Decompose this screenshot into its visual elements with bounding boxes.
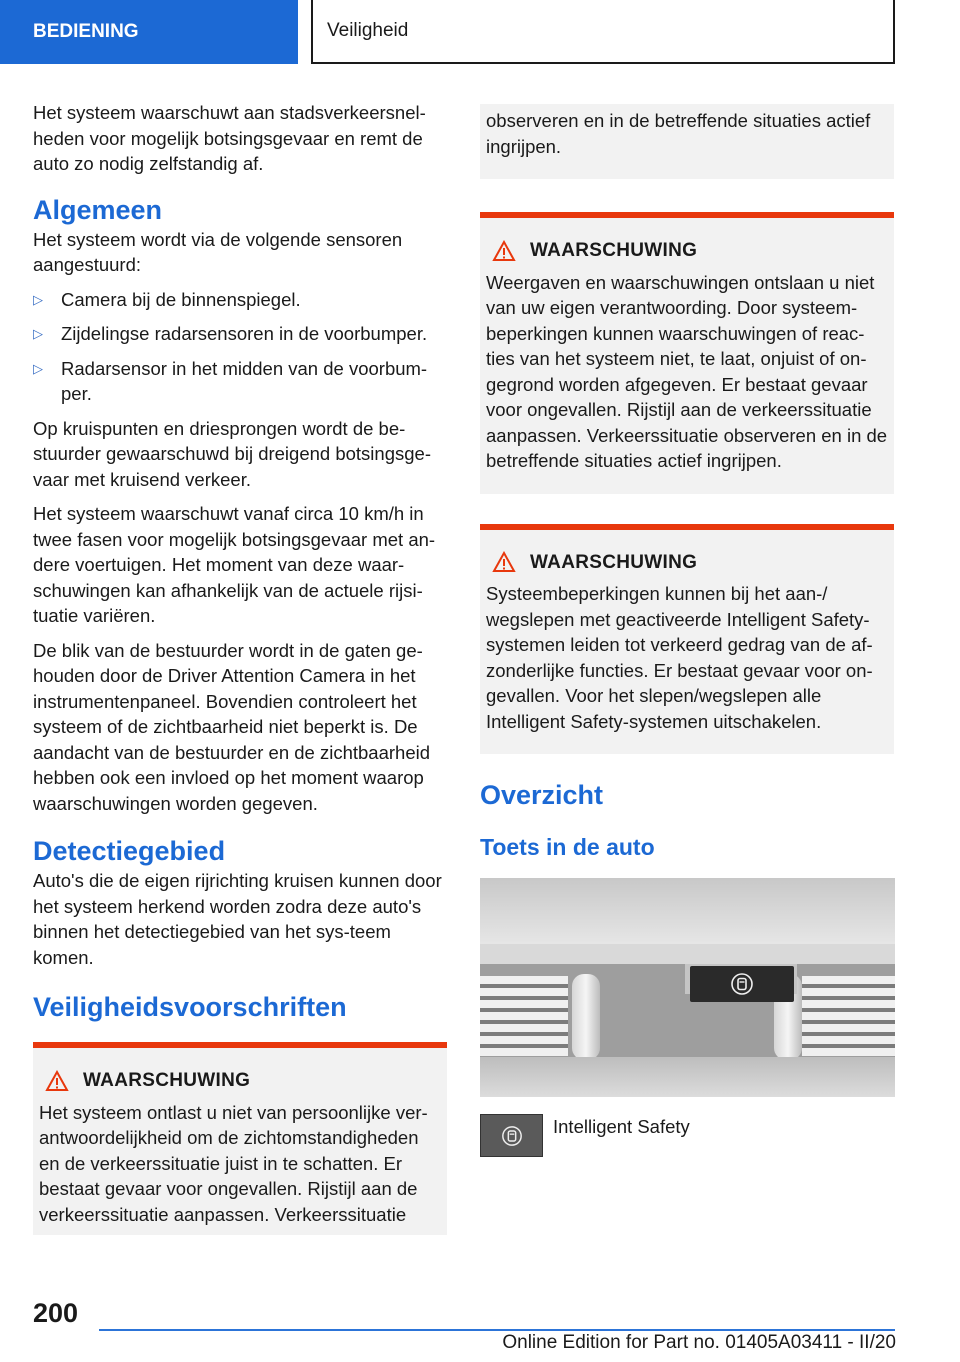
warning-title: WAARSCHUWING xyxy=(530,551,698,573)
footer-edition: Online Edition for Part no. 01405A03411 - II/20 xyxy=(502,1332,896,1353)
warning-title: WAARSCHUWING xyxy=(530,240,698,261)
legend-label: Intelligent Safety xyxy=(553,1116,690,1137)
triangle-bullet-icon: ▷ xyxy=(33,326,43,341)
warning-triangle-icon xyxy=(45,1070,69,1092)
warning-box xyxy=(33,1042,447,1235)
left-column xyxy=(33,100,447,1235)
air-vent xyxy=(480,976,568,1056)
warning-text: Weergaven en waarschuwingen ontslaan u niet van uw eigen verantwoording. Door systeem-beperkingen kunnen waarschuwingen of reac-ties van het systeem niet, te laat, onjuist of on-gegrond worden afgegeven. Er bestaat gevaar voor ongevallen. Rijstijl aan de verkeerssituatie aanpassen. Verkeerssituatie observeren en in de betreffende situaties actief ingrijpen. xyxy=(486,271,888,471)
header-section: BEDIENING xyxy=(0,0,298,64)
warning-box-continued xyxy=(480,104,894,179)
intelligent-safety-button-thumbnail xyxy=(480,1114,543,1157)
warning-title: WAARSCHUWING xyxy=(83,1070,251,1091)
detection-text: Auto's die de eigen rijrichting kruisen kunnen door het systeem herkend worden zodra deze auto's binnen het detectiegebied van het sys-teem komen. xyxy=(33,870,442,968)
vent-knob xyxy=(572,974,600,1060)
intelligent-safety-icon xyxy=(501,1125,523,1147)
paragraph-crossing: Op kruispunten en driesprongen wordt de be-stuurder gewaarschuwd bij dreigend botsingsge-vaar met kruisend verkeer. xyxy=(33,417,431,490)
air-vent xyxy=(802,976,895,1056)
warning-box xyxy=(480,524,894,755)
header-chapter: Veiligheid xyxy=(311,0,895,64)
footer-divider xyxy=(99,1329,895,1331)
warning-text: Systeembeperkingen kunnen bij het aan-/ wegslepen met geactiveerde Intelligent Safety-systemen leiden tot verkeerd gedrag van de af-zonderlijke functies. Er bestaat gevaar voor on-gevallen. Voor het slepen/wegslepen alle Intelligent Safety-systemen uitschakelen. xyxy=(486,583,873,732)
intelligent-safety-icon xyxy=(730,972,754,996)
button-photo xyxy=(480,878,895,1097)
general-text: Het systeem wordt via de volgende sensoren aangestuurd: xyxy=(33,228,403,275)
heading-general: Algemeen xyxy=(33,194,163,225)
list-item: ▷ Camera bij de binnenspiegel. xyxy=(33,287,447,313)
intro-paragraph: Het systeem waarschuwt aan stadsverkeersnel-heden voor mogelijk botsingsgevaar en remt de auto zo nodig zelfstandig af. xyxy=(33,102,426,174)
right-column xyxy=(480,104,894,1157)
warning-triangle-icon xyxy=(492,240,516,262)
page-number: 200 xyxy=(33,1298,79,1328)
warning-text: Het systeem ontlast u niet van persoonlijke ver-antwoordelijkheid om de zichtomstandigheden en de verkeerssituatie juist in te schatten. Er bestaat gevaar voor ongevallen. Rijstijl aan de verkeerssituatie aanpassen. Verkeerssituatie xyxy=(39,1101,428,1225)
heading-overview: Overzicht xyxy=(480,780,604,810)
list-item: ▷ Radarsensor in het midden van de voorbum-per. xyxy=(33,357,428,404)
list-item: ▷ Zijdelingse radarsensoren in de voorbumper. xyxy=(33,321,447,347)
warning-triangle-icon xyxy=(492,551,516,573)
warning-box xyxy=(480,212,894,494)
heading-button: Toets in de auto xyxy=(480,834,655,860)
paragraph-speed: Het systeem waarschuwt vanaf circa 10 km/h in twee fasen voor mogelijk botsingsgevaar met an-dere voertuigen. Het moment van deze waar-schuwingen kan afhankelijk van de actuele rijsi-tuatie variëren. xyxy=(33,503,436,626)
triangle-bullet-icon: ▷ xyxy=(33,291,43,307)
legend-row xyxy=(480,1114,894,1157)
paragraph-attention: De blik van de bestuurder wordt in de gaten ge-houden door de Driver Attention Camera in het instrumentenpaneel. Bovendien controleert het systeem of de zichtbaarheid niet beperkt is. De aandacht van de bestuurder en de zichtbaarheid hebben ook een invloed op het moment waarop waarschuwingen worden gegeven. xyxy=(33,639,431,814)
triangle-bullet-icon: ▷ xyxy=(33,360,43,376)
sensor-list xyxy=(33,287,447,407)
heading-detection: Detectiegebied xyxy=(33,836,226,866)
intelligent-safety-button xyxy=(690,966,794,1002)
warning-text-continued: observeren en in de betreffende situaties actief ingrijpen. xyxy=(486,110,871,157)
heading-safety: Veiligheidsvoorschriften xyxy=(33,992,347,1022)
